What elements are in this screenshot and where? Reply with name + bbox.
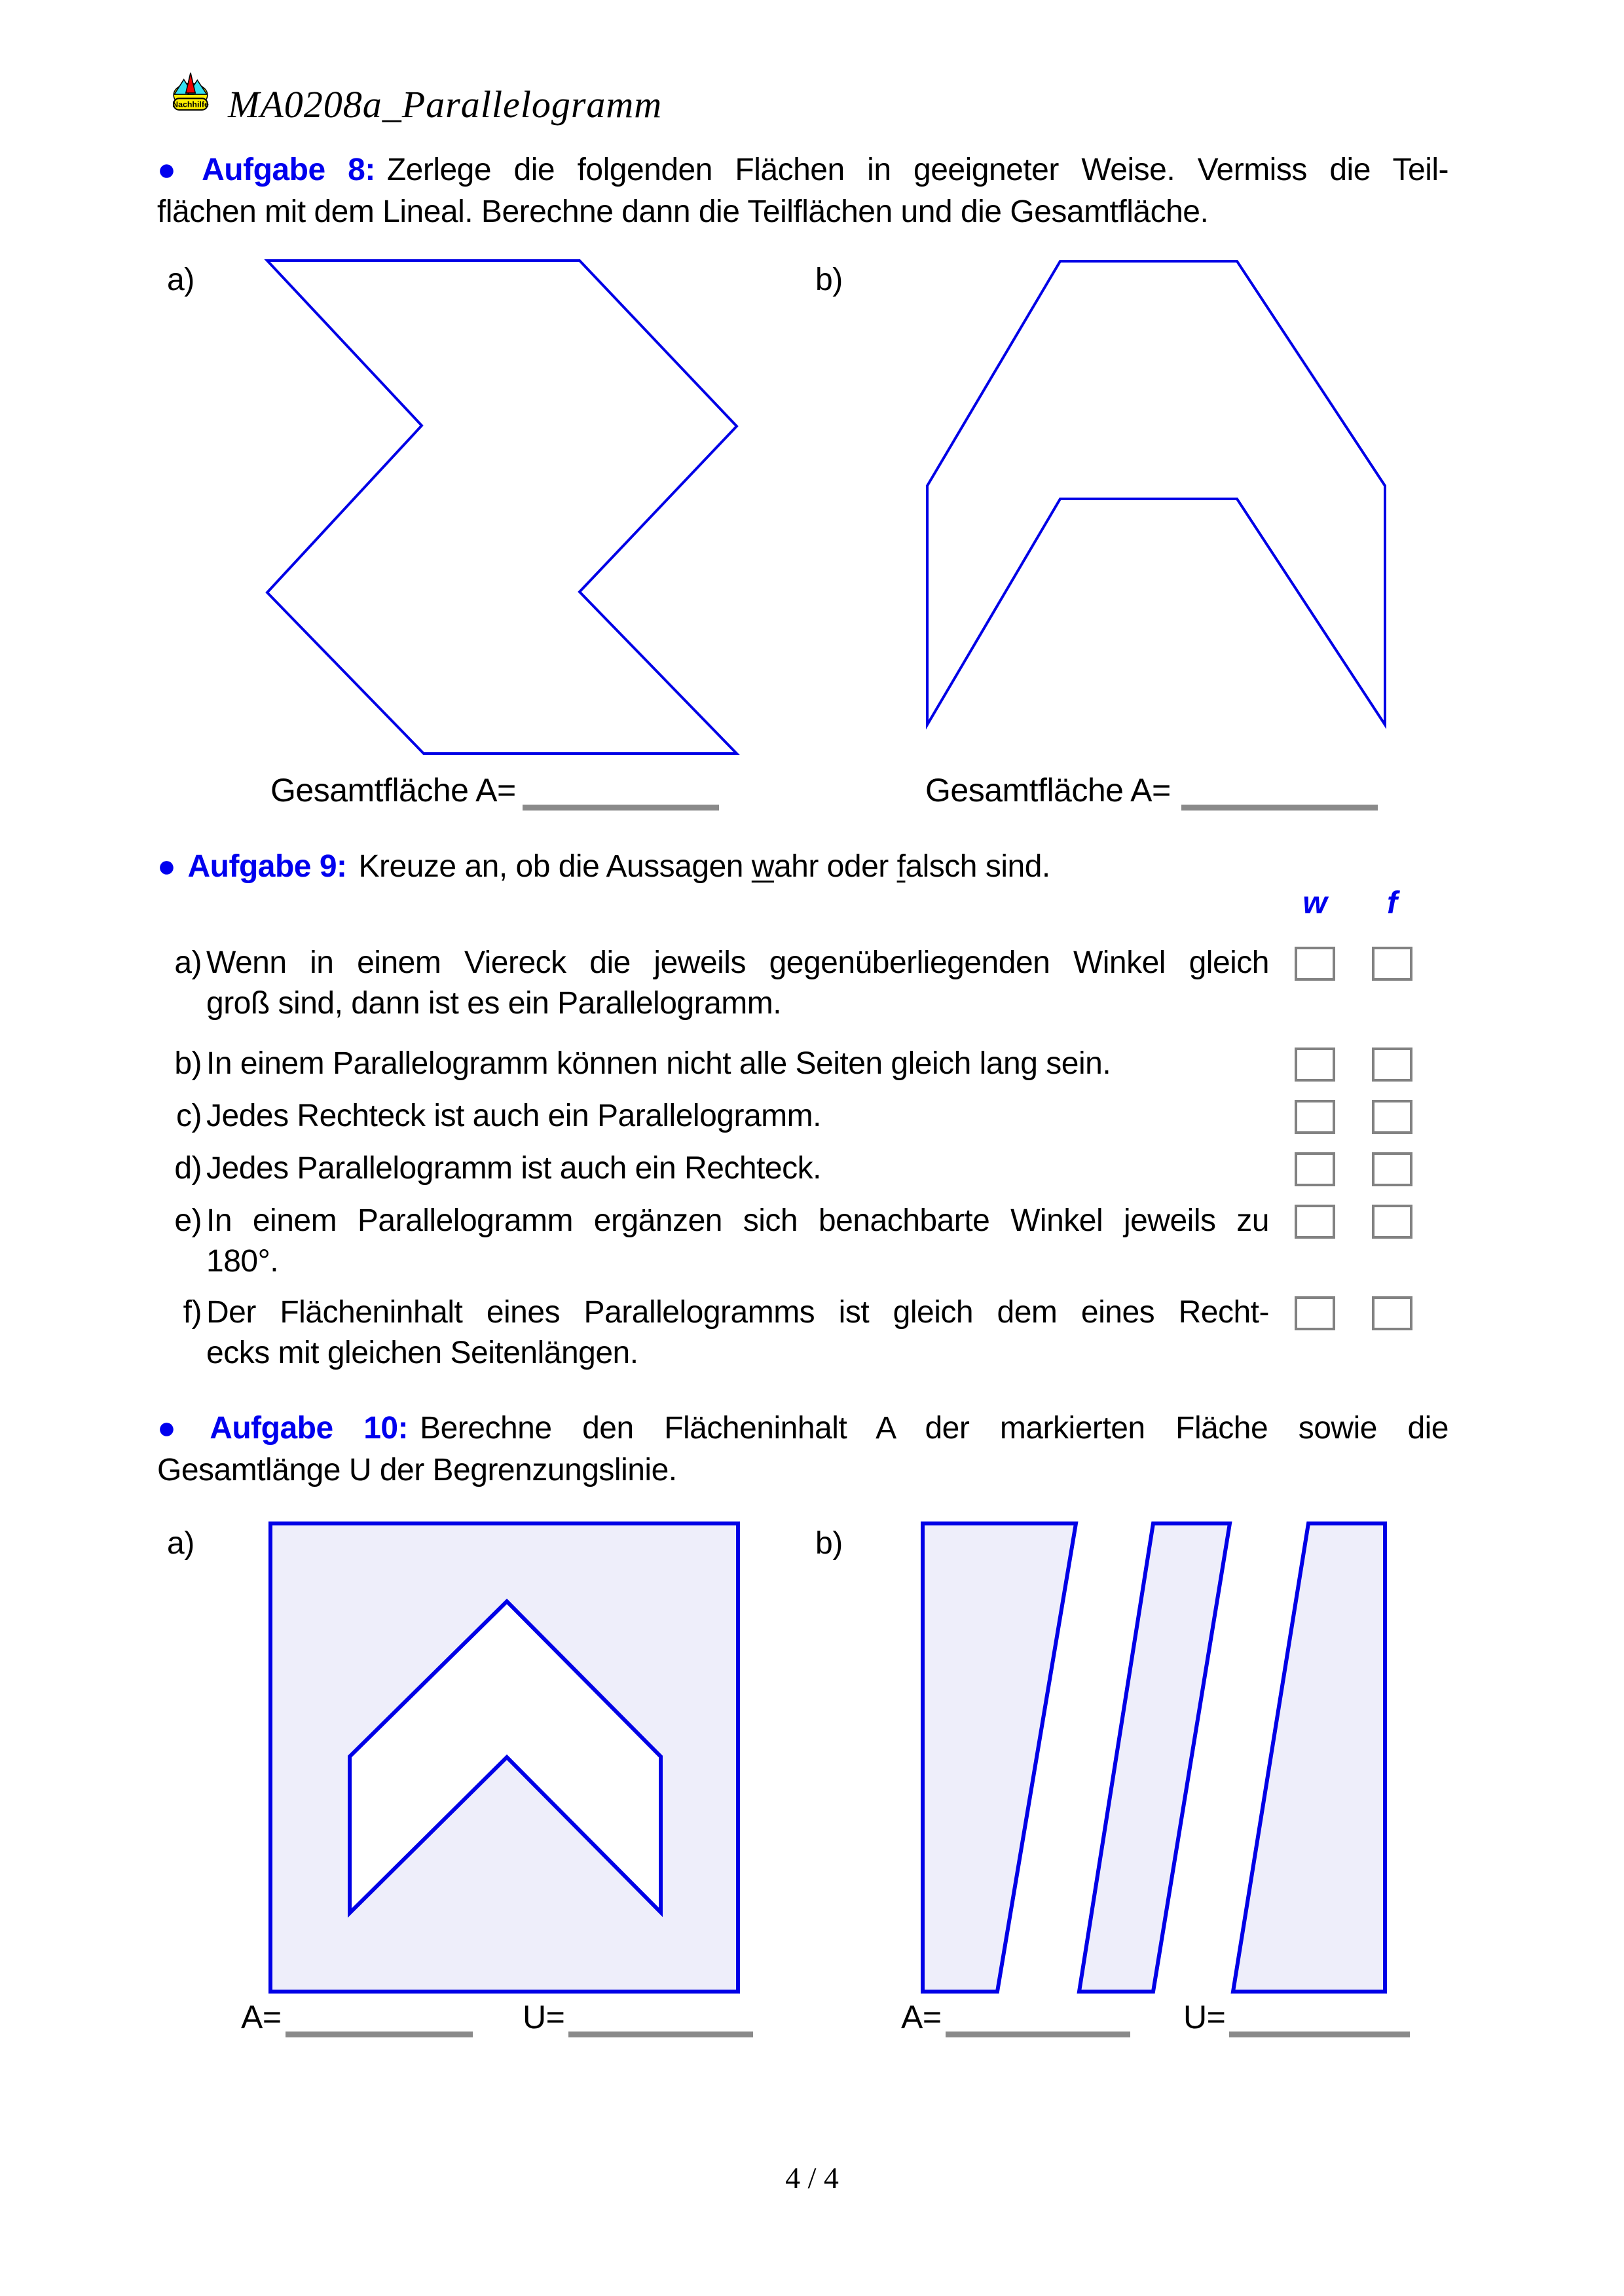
checkbox-d-wahr[interactable] bbox=[1295, 1152, 1335, 1186]
statement-a-line1: Wenn in einem Viereck die jeweils gegenüberliegenden Winkel gleich bbox=[206, 945, 1269, 980]
checkbox-f-wahr[interactable] bbox=[1295, 1296, 1335, 1330]
fig10a-perimeter-label: U= bbox=[523, 1999, 565, 2035]
checkbox-b-falsch[interactable] bbox=[1372, 1048, 1412, 1082]
task10-paragraph bbox=[157, 1408, 1449, 1491]
fig10a-area-blank bbox=[286, 2025, 473, 2037]
fig10a bbox=[265, 1518, 745, 1999]
task8-text-line2: flächen mit dem Lineal. Berechne dann die Teilflächen und die Gesamtfläche. bbox=[157, 194, 1209, 229]
checkbox-d-falsch[interactable] bbox=[1372, 1152, 1412, 1186]
fig10b-perimeter-field bbox=[1183, 1998, 1410, 2036]
task8-bullet: ● bbox=[157, 153, 191, 187]
fig8a-label: a) bbox=[167, 263, 194, 297]
fig8b-area-blank bbox=[1181, 798, 1378, 811]
task8-paragraph bbox=[157, 149, 1449, 233]
fig8b bbox=[920, 254, 1393, 733]
fig10b-area-field bbox=[901, 1998, 1130, 2036]
task9-bullet: ● bbox=[157, 849, 176, 884]
statement-e-label: e) bbox=[174, 1203, 202, 1238]
statement-c-label: c) bbox=[176, 1099, 202, 1133]
task9-label: Aufgabe 9: bbox=[187, 849, 347, 884]
fig10b-perimeter-blank bbox=[1229, 2025, 1410, 2037]
task8-line1-row bbox=[157, 149, 1449, 191]
fig10b-strip-2 bbox=[1079, 1523, 1230, 1992]
statement-row-c bbox=[157, 1096, 1473, 1137]
statement-a-label: a) bbox=[174, 945, 202, 980]
fig10a-area-label: A= bbox=[241, 1999, 282, 2035]
fig10b-label: b) bbox=[815, 1526, 843, 1561]
task10-text-line1: Berechne den Flächeninhalt A der markierten Fläche sowie die bbox=[420, 1411, 1449, 1446]
logo-label: Nachhilfe bbox=[172, 100, 209, 109]
statement-row-e bbox=[157, 1201, 1473, 1282]
fig10a-area-field bbox=[241, 1998, 473, 2036]
statement-f-line1: Der Flächeninhalt eines Parallelogramms ist gleich dem eines Recht- bbox=[206, 1295, 1269, 1330]
fig8b-outline bbox=[927, 261, 1385, 725]
fig10b-area-label: A= bbox=[901, 1999, 942, 2035]
task9-heading bbox=[157, 846, 1449, 888]
fig10b bbox=[917, 1518, 1392, 1999]
checkbox-c-falsch[interactable] bbox=[1372, 1100, 1412, 1134]
statement-row-b bbox=[157, 1044, 1473, 1084]
fig8a-area-blank bbox=[523, 798, 719, 811]
logo-red-peak bbox=[186, 73, 195, 93]
checkbox-c-wahr[interactable] bbox=[1295, 1100, 1335, 1134]
fig10b-strip-1 bbox=[923, 1523, 1076, 1992]
statement-row-a bbox=[157, 943, 1473, 1024]
statement-d-label: d) bbox=[174, 1151, 202, 1186]
statement-row-f bbox=[157, 1292, 1473, 1374]
fig10b-perimeter-label: U= bbox=[1183, 1999, 1226, 2035]
fig8a-area-field bbox=[270, 771, 719, 809]
statement-c-line1: Jedes Rechteck ist auch ein Parallelogramm. bbox=[206, 1099, 821, 1133]
checkbox-e-falsch[interactable] bbox=[1372, 1205, 1412, 1239]
task9-intro-w-underlined: w bbox=[751, 849, 774, 884]
document-title: MA0208a_Parallelogramm bbox=[228, 83, 663, 126]
checkbox-e-wahr[interactable] bbox=[1295, 1205, 1335, 1239]
fig10a-label: a) bbox=[167, 1526, 194, 1561]
checkbox-f-falsch[interactable] bbox=[1372, 1296, 1412, 1330]
checkbox-a-falsch[interactable] bbox=[1372, 947, 1412, 981]
fig8a-outline bbox=[267, 261, 737, 754]
statement-f-label: f) bbox=[183, 1295, 202, 1330]
fig10a-perimeter-blank bbox=[568, 2025, 753, 2037]
checkbox-a-wahr[interactable] bbox=[1295, 947, 1335, 981]
task10-line1-row bbox=[157, 1408, 1449, 1449]
fig8b-area-field bbox=[925, 771, 1378, 809]
task10-label: Aufgabe 10: bbox=[210, 1411, 409, 1446]
fig10a-perimeter-field bbox=[523, 1998, 753, 2036]
statement-row-d bbox=[157, 1148, 1473, 1189]
statement-b-label: b) bbox=[174, 1046, 202, 1081]
fig10b-area-blank bbox=[946, 2025, 1130, 2037]
statement-e-line2: 180°. bbox=[206, 1244, 279, 1279]
column-header-wahr: w bbox=[1302, 886, 1327, 920]
statement-a-line2: groß sind, dann ist es ein Parallelogramm. bbox=[206, 986, 782, 1021]
fig8b-label: b) bbox=[815, 263, 843, 297]
statement-b-line1: In einem Parallelogramm können nicht alle Seiten gleich lang sein. bbox=[206, 1046, 1111, 1081]
statement-d-line1: Jedes Parallelogramm ist auch ein Rechteck. bbox=[206, 1151, 821, 1186]
task9-intro-f-underlined: f bbox=[896, 849, 906, 884]
nachhilfe-logo bbox=[172, 71, 209, 113]
statement-f-line2: ecks mit gleichen Seitenlängen. bbox=[206, 1336, 638, 1370]
task10-bullet: ● bbox=[157, 1411, 198, 1446]
task8-label: Aufgabe 8: bbox=[202, 153, 375, 187]
fig8b-area-label: Gesamtfläche A= bbox=[925, 772, 1171, 809]
task9-intro-post: alsch sind. bbox=[905, 849, 1050, 884]
column-header-falsch: f bbox=[1387, 886, 1397, 920]
fig8a bbox=[262, 254, 747, 765]
nachhilfe-logo-graphic bbox=[172, 71, 209, 113]
page-number: 4 / 4 bbox=[785, 2161, 839, 2195]
task10-text-line2: Gesamtlänge U der Begrenzungslinie. bbox=[157, 1453, 677, 1487]
fig10b-strip-3 bbox=[1233, 1523, 1385, 1992]
statement-e-line1: In einem Parallelogramm ergänzen sich benachbarte Winkel jeweils zu bbox=[206, 1203, 1269, 1238]
task9-intro-mid: ahr oder bbox=[773, 849, 897, 884]
task8-text-line1: Zerlege die folgenden Flächen in geeigneter Weise. Vermiss die Teil- bbox=[386, 153, 1449, 187]
fig8a-area-label: Gesamtfläche A= bbox=[270, 772, 516, 809]
task9-intro-pre: Kreuze an, ob die Aussagen bbox=[358, 849, 752, 884]
checkbox-b-wahr[interactable] bbox=[1295, 1048, 1335, 1082]
